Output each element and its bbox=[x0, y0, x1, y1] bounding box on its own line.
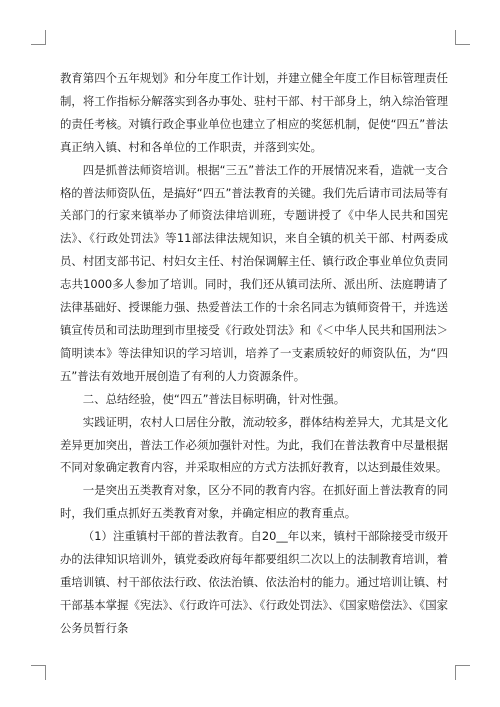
paragraph-6: （1）注重镇村干部的普法教育。自20__年以来，镇村干部除接受市级开办的法律知识培训外，镇党委政府每年都要组织二次以上的法制教育培训，着重培训镇、村干部依法行政、依法治镇、依法治村的能力。通过培训让镇、村干部基本掌握《宪法》、《行政许可法》、《行政处罚法》、《国家赔偿法》、《国家公务员暂行条 bbox=[60, 529, 448, 635]
paragraph-2: 四是抓普法师资培训。根据“三五”普法工作的开展情况来看，造就一支合格的普法师资队伍，是搞好“四五”普法教育的关键。我们先后请市司法局等有关部门的行家来镇举办了师资法律培训班，专题讲授了《中华人民共和国宪法》、《行政处罚法》等11部法律法规知识，来自全镇的机关干部、村两委成员、村团支部书记、村妇女主任、村治保调解主任、镇行政企事业单位负责同志共1000多人参加了培训。同时，我们还从镇司法所、派出所、法庭聘请了法律基础好、授课能力强、热爱普法工作的十余名同志为镇师资骨干，并选送镇宣传员和司法助理到市里接受《行政处罚法》和《＜中华人民共和国刑法＞简明读本》等法律知识的学习培训，培养了一支素质较好的师资队伍，为“四五”普法有效地开展创造了有利的人力资源条件。 bbox=[60, 162, 448, 383]
document-body bbox=[60, 67, 448, 640]
paragraph-4: 实践证明，农村人口居住分散，流动较多，群体结构差异大，尤其是文化差异更加突出，普法工作必须加强针对性。为此，我们在普法教育中尽量根据不同对象确定教育内容，并采取相应的方式方法抓好教育，以达到最佳效果。 bbox=[60, 414, 448, 475]
crop-mark-bottom-left bbox=[31, 665, 46, 680]
crop-mark-bottom-right bbox=[455, 665, 470, 680]
paragraph-5: 一是突出五类教育对象，区分不同的教育内容。在抓好面上普法教育的同时，我们重点抓好五类教育对象，并确定相应的教育重点。 bbox=[60, 483, 448, 521]
crop-mark-top-right bbox=[455, 30, 470, 45]
paragraph-1: 教育第四个五年规划》和分年度工作计划，并建立健全年度工作目标管理责任制，将工作指标分解落实到各办事处、驻村干部、村干部身上，纳入综治管理的责任考核。对镇行政企事业单位也建立了相应的奖惩机制，促使“四五”普法真正纳入镇、村和各单位的工作职责，并落到实处。 bbox=[60, 71, 448, 154]
paragraph-3-heading: 二、总结经验，使“四五”普法目标明确，针对性强。 bbox=[82, 391, 346, 406]
crop-mark-top-left bbox=[31, 30, 46, 45]
